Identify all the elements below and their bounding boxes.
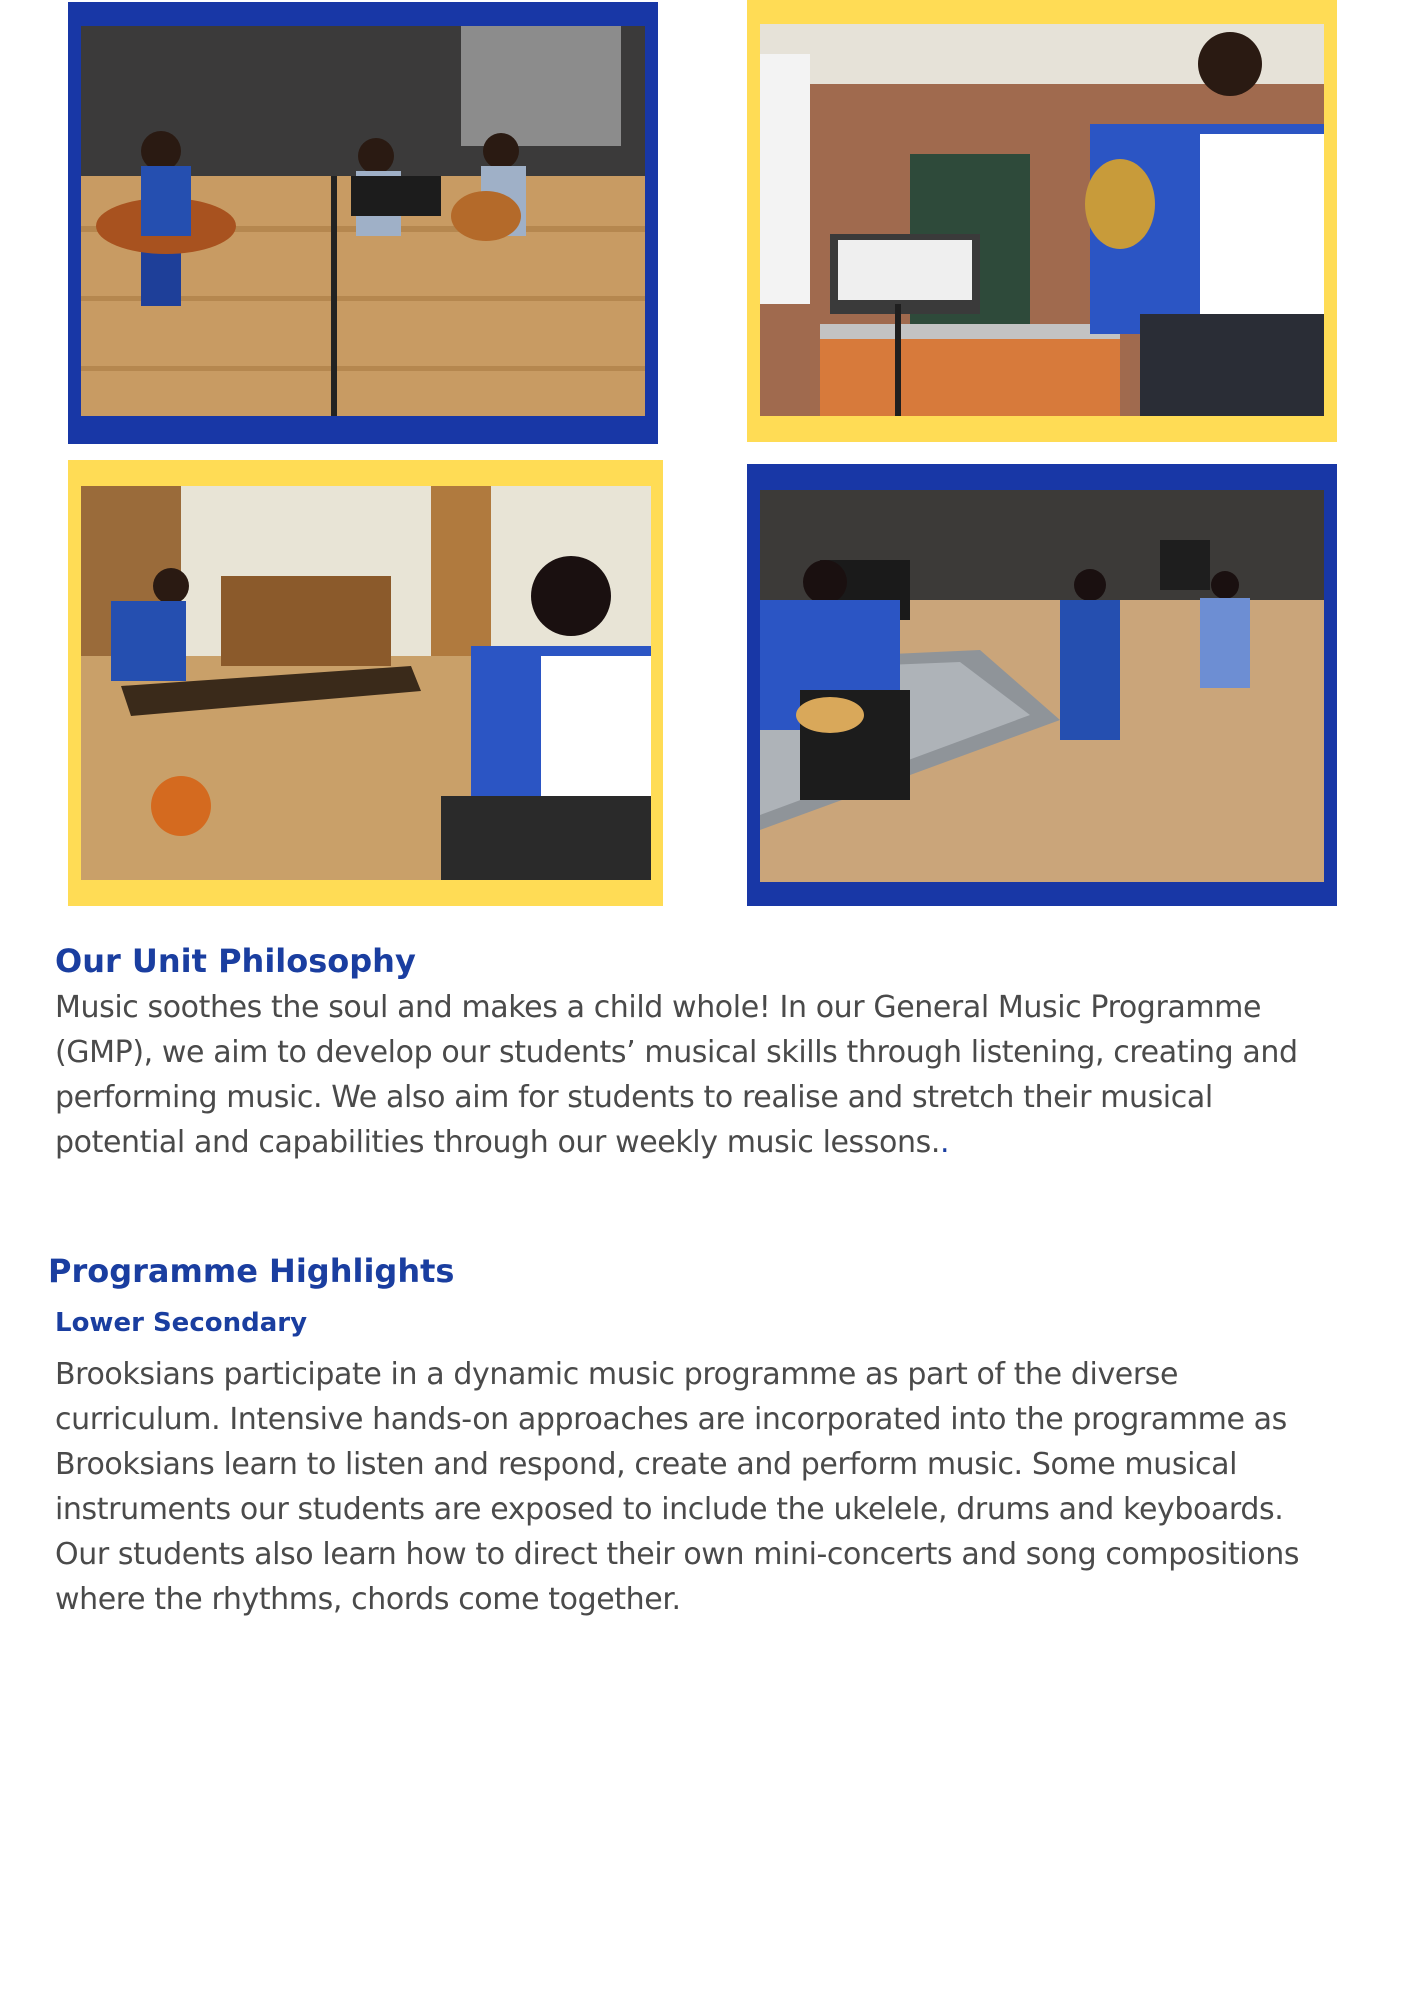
photo-horn [760,24,1324,416]
photo-frame-guitars [68,2,658,444]
philosophy-body [55,985,1345,1165]
highlights-subtitle: Lower Secondary [55,1308,308,1338]
philosophy-body-text: Music soothes the soul and makes a child whole! In our General Music Programme (GMP), we aim to develop our students’ musical skills through listening, creating and performing music. We also aim for students to realise and stretch their musical potential and capabilities through our weekly music lessons. [55,990,1298,1160]
philosophy-title: Our Unit Philosophy [55,942,416,980]
highlights-title: Programme Highlights [48,1252,455,1290]
photo-frame-guzheng [68,460,663,906]
photo-ukuleles [760,490,1324,882]
photo-guitars [81,26,645,416]
photo-frame-ukuleles [747,464,1337,906]
highlights-body: Brooksians participate in a dynamic music programme as part of the diverse curriculum. Intensive hands-on approaches are incorporated into the programme as Brooksians learn to listen and respond, create and perform music. Some musical instruments our students are exposed to include the ukelele, drums and keyboards. Our students also learn how to direct their own mini-concerts and song compositions where the rhythms, chords come together. [55,1357,1300,1617]
photo-guzheng [81,486,651,880]
photo-frame-horn [747,0,1337,442]
philosophy-trailing-dot: . [939,1125,950,1160]
